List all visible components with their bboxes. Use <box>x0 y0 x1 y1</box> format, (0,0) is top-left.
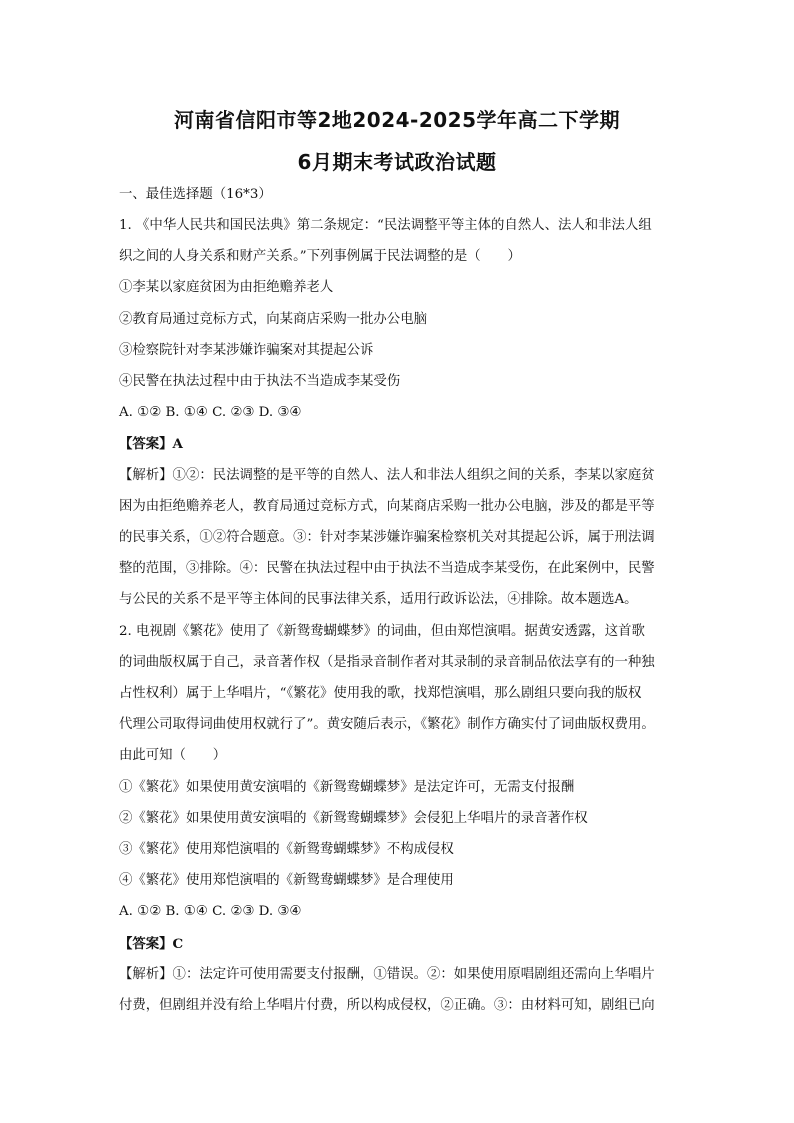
text-line: 【解析】①：法定许可使用需要支付报酬，①错误。②：如果使用原唱剧组还需向上华唱片 <box>119 966 655 982</box>
text-line: 【解析】①②：民法调整的是平等的自然人、法人和非法人组织之间的关系，李某以家庭贫 <box>119 467 655 483</box>
text-line: 的民事关系，①②符合题意。③：针对李某涉嫌诈骗案检察机关对其提起公诉，属于刑法调 <box>119 530 655 545</box>
text-line: 1. 《中华人民共和国民法典》第二条规定：“民法调整平等主体的自然人、法人和非法人组 <box>119 218 652 233</box>
text-line: 整的范围，③排除。④：民警在执法过程中由于执法不当造成李某受伤，在此案例中，民警 <box>119 561 655 577</box>
text-line: A. ①② B. ①④ C. ②③ D. ③④ <box>119 405 302 421</box>
text-line: ④民警在执法过程中由于执法不当造成李某受伤 <box>119 374 401 389</box>
text-line: ③检察院针对李某涉嫌诈骗案对其提起公诉 <box>119 342 374 358</box>
text-line: ②教育局通过竞标方式，向某商店采购一批办公电脑 <box>119 311 427 327</box>
text-line: 与公民的关系不是平等主体间的民事法律关系，适用行政诉讼法，④排除。故本题选A。 <box>119 592 638 608</box>
text-line: ④《繁花》使用郑恺演唱的《新鸳鸯蝴蝶梦》是合理使用 <box>119 873 454 889</box>
text-line: ③《繁花》使用郑恺演唱的《新鸳鸯蝴蝶梦》不构成侵权 <box>119 842 454 857</box>
answer-line: 【答案】C <box>119 935 184 952</box>
document-title-line-1: 河南省信阳市等2地2024-2025学年高二下学期 <box>173 108 621 132</box>
text-line: 的词曲版权属于自己，录音著作权（是指录音制作者对其录制的录音制品依法享有的一种独 <box>119 654 655 670</box>
answer-line: 【答案】A <box>119 436 183 453</box>
text-line: 由此可知（ ） <box>119 748 227 764</box>
document-title-line-2: 6月期末考试政治试题 <box>297 150 497 174</box>
text-line: 2. 电视剧《繁花》使用了《新鸳鸯蝴蝶梦》的词曲，但由郑恺演唱。据黄安透露，这首歌 <box>119 623 645 639</box>
text-line: 代理公司取得词曲使用权就行了”。黄安随后表示，《繁花》制作方确实付了词曲版权费用。 <box>119 717 655 733</box>
text-line: A. ①② B. ①④ C. ②③ D. ③④ <box>119 904 302 920</box>
text-line: 困为由拒绝赡养老人，教育局通过竞标方式，向某商店采购一批办公电脑，涉及的都是平等 <box>119 498 655 514</box>
text-line: ②《繁花》如果使用黄安演唱的《新鸳鸯蝴蝶梦》会侵犯上华唱片的录音著作权 <box>119 810 588 826</box>
text-line: ①《繁花》如果使用黄安演唱的《新鸳鸯蝴蝶梦》是法定许可，无需支付报酬 <box>119 779 575 795</box>
text-line: ①李某以家庭贫困为由拒绝赡养老人 <box>119 280 334 296</box>
section-heading: 一、最佳选择题（16*3） <box>119 187 272 202</box>
text-line: 付费，但剧组并没有给上华唱片付费，所以构成侵权，②正确。③：由材料可知，剧组已向 <box>119 998 655 1013</box>
text-line: 织之间的人身关系和财产关系。”下列事例属于民法调整的是（ ） <box>119 249 521 265</box>
text-line: 占性权利）属于上华唱片，“《繁花》使用我的歌，找郑恺演唱，那么剧组只要向我的版权 <box>119 686 642 701</box>
